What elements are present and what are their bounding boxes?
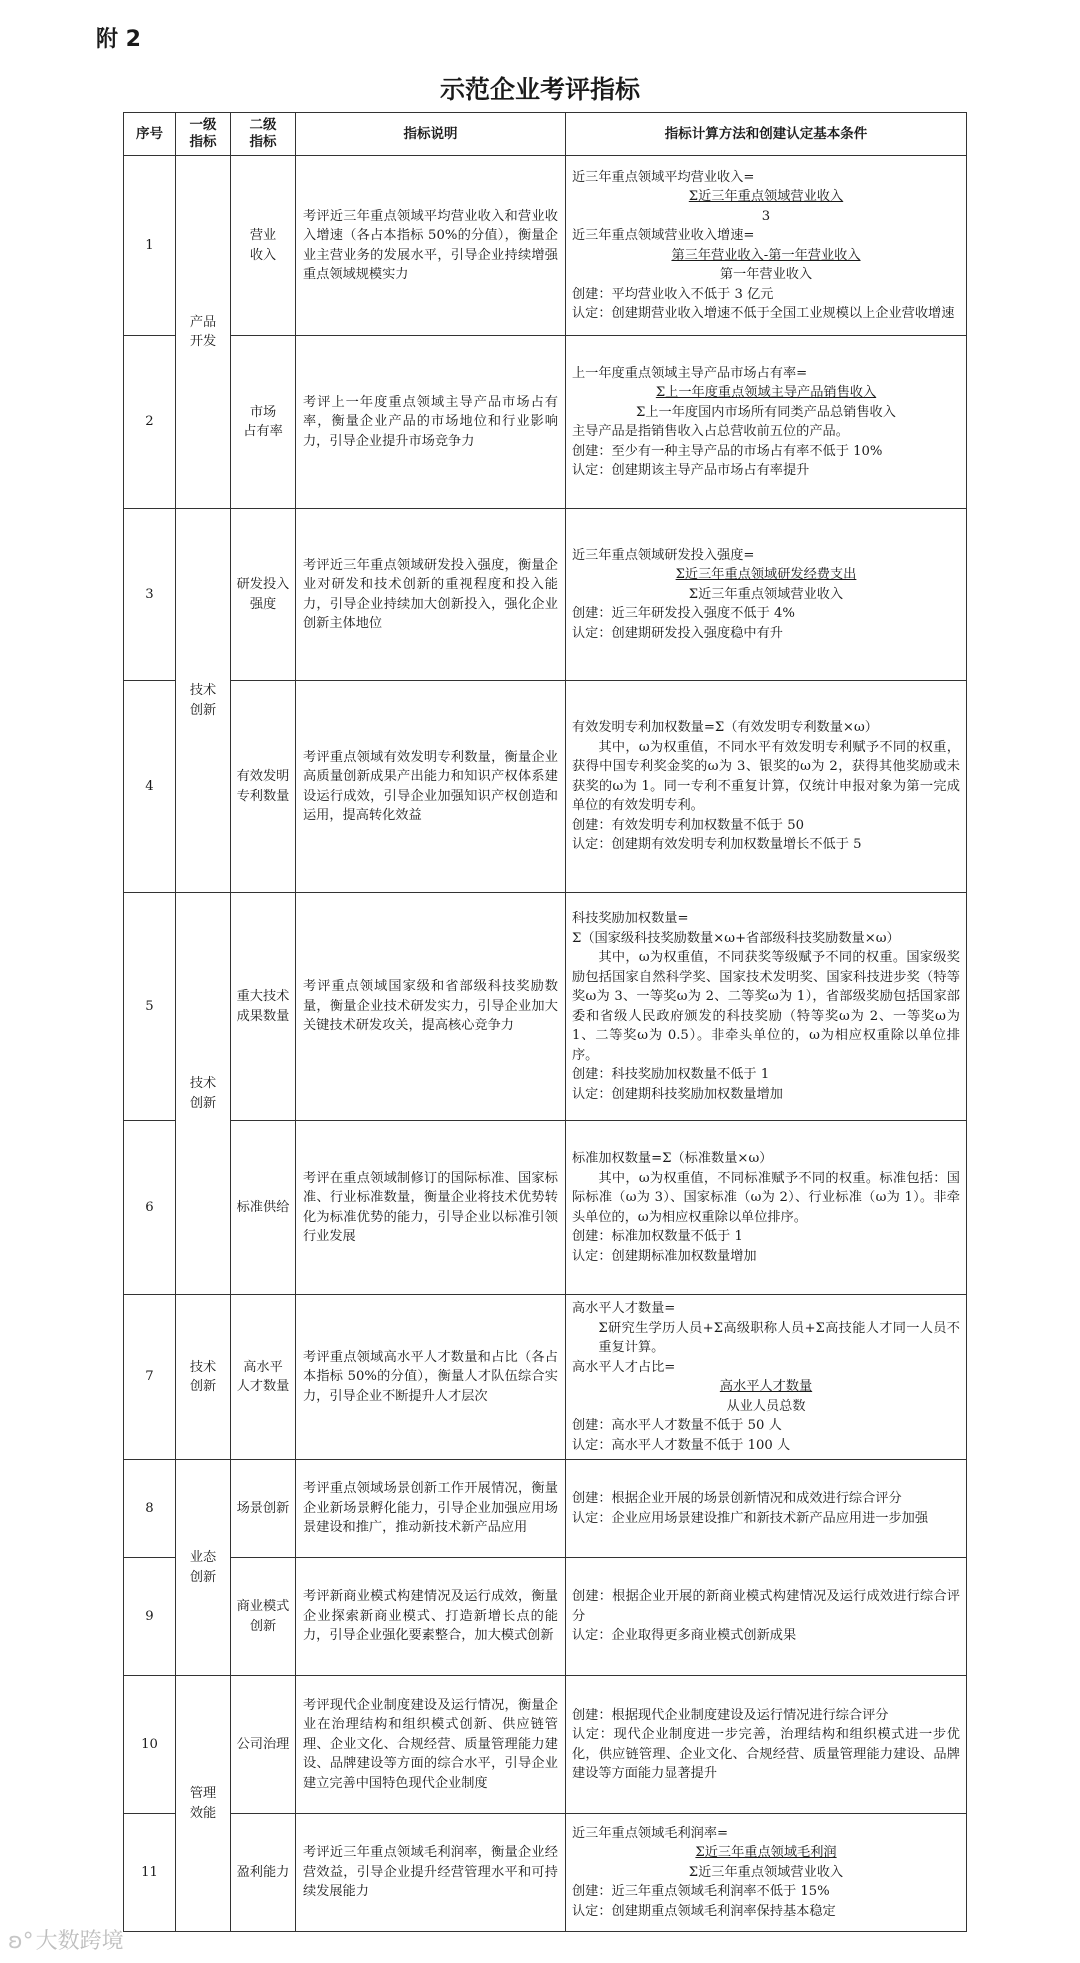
level2-cell: 盈利能力 bbox=[231, 1814, 296, 1932]
formula-numerator: 高水平人才数量 bbox=[719, 1379, 813, 1394]
calc-cell bbox=[566, 336, 967, 509]
level1-cell: 技术 创新 bbox=[176, 893, 231, 1295]
calc-line: 认定：创建期重点领域毛利润率保持基本稳定 bbox=[572, 1903, 836, 1919]
calc-line: 近三年重点领域研发投入强度= bbox=[572, 547, 755, 563]
row-no: 5 bbox=[124, 893, 176, 1121]
calc-cell bbox=[566, 1814, 967, 1932]
calc-line: 创建：高水平人才数量不低于 50 人 bbox=[572, 1418, 782, 1433]
level1-cell: 业态 创新 bbox=[176, 1460, 231, 1676]
calc-cell bbox=[566, 1676, 967, 1814]
formula-numerator: 第三年营业收入-第一年营业收入 bbox=[671, 247, 861, 263]
calc-line: 认定：创建期营业收入增速不低于全国工业规模以上企业营收增速 bbox=[572, 306, 955, 321]
calc-line: 主导产品是指销售收入占总营收前五位的产品。 bbox=[572, 424, 849, 439]
calc-line: 近三年重点领域营业收入增速= bbox=[572, 228, 755, 243]
formula-numerator: Σ近三年重点领域研发经费支出 bbox=[675, 567, 857, 583]
desc-cell: 考评新商业模式构建情况及运行成效，衡量企业探索新商业模式、打造新增长点的能力，引导企业强化要素整合，加大模式创新 bbox=[296, 1558, 566, 1676]
level1-cell: 技术 创新 bbox=[176, 1295, 231, 1460]
calc-line: 认定：高水平人才数量不低于 100 人 bbox=[572, 1437, 791, 1453]
row-no: 11 bbox=[124, 1814, 176, 1932]
calc-line: 创建：根据企业开展的场景创新情况和成效进行综合评分 bbox=[572, 1491, 902, 1506]
calc-line: 创建：有效发明专利加权数量不低于 50 bbox=[572, 817, 804, 833]
calc-line: 创建：近三年研发投入强度不低于 4% bbox=[572, 606, 795, 622]
table-row bbox=[124, 1676, 967, 1814]
table-row bbox=[124, 681, 967, 893]
calc-line: 认定：企业取得更多商业模式创新成果 bbox=[572, 1628, 797, 1644]
calc-line: 认定：创建期研发投入强度稳中有升 bbox=[572, 625, 783, 641]
calc-cell bbox=[566, 1121, 967, 1295]
desc-cell: 考评上一年度重点领域主导产品市场占有率，衡量企业产品的市场地位和行业影响力，引导企业提升市场竞争力 bbox=[296, 336, 566, 509]
calc-line: 认定：创建期该主导产品市场占有率提升 bbox=[572, 463, 810, 478]
calc-cell bbox=[566, 893, 967, 1121]
calc-line: 有效发明专利加权数量=Σ（有效发明专利数量×ω） bbox=[572, 720, 878, 736]
table-row bbox=[124, 336, 967, 509]
row-no: 10 bbox=[124, 1676, 176, 1814]
formula-denominator: Σ近三年重点领域营业收入 bbox=[688, 1864, 844, 1880]
calc-line: 近三年重点领域毛利润率= bbox=[572, 1825, 729, 1841]
calc-cell bbox=[566, 1295, 967, 1460]
metrics-table bbox=[123, 112, 967, 1932]
row-no: 6 bbox=[124, 1121, 176, 1295]
desc-cell: 考评在重点领域制修订的国际标准、国家标准、行业标准数量，衡量企业将技术优势转化为标准优势的能力，引导企业以标准引领行业发展 bbox=[296, 1121, 566, 1295]
row-no: 1 bbox=[124, 156, 176, 336]
calc-cell bbox=[566, 1460, 967, 1558]
level2-cell: 营业 收入 bbox=[231, 156, 296, 336]
desc-cell: 考评近三年重点领域毛利润率，衡量企业经营效益，引导企业提升经营管理水平和可持续发展能力 bbox=[296, 1814, 566, 1932]
row-no: 8 bbox=[124, 1460, 176, 1558]
calc-line: 标准加权数量=Σ（标准数量×ω） bbox=[572, 1151, 773, 1166]
level2-cell: 研发投入 强度 bbox=[231, 509, 296, 681]
table-row bbox=[124, 509, 967, 681]
row-no: 7 bbox=[124, 1295, 176, 1460]
table-row bbox=[124, 1814, 967, 1932]
table-row bbox=[124, 1295, 967, 1460]
formula-numerator: Σ近三年重点领域毛利润 bbox=[695, 1845, 837, 1861]
calc-line: 高水平人才占比= bbox=[572, 1359, 676, 1375]
calc-cell bbox=[566, 681, 967, 893]
calc-cell bbox=[566, 1558, 967, 1676]
desc-cell: 考评重点领域有效发明专利数量，衡量企业高质量创新成果产出能力和知识产权体系建设运行成效，引导企业加强知识产权创造和运用，提高转化效益 bbox=[296, 681, 566, 893]
table-row bbox=[124, 1558, 967, 1676]
calc-line: 认定：企业应用场景建设推广和新技术新产品应用进一步加强 bbox=[572, 1510, 929, 1526]
calc-line: 其中，ω为权重值，不同水平有效发明专利赋予不同的权重，获得中国专利奖金奖的ω为 3、银奖的ω为 2，获得其他奖励或未获奖的ω为 1。同一专利不重复计算，仅统计申报对象为第一完成单位的有效发明专利。 bbox=[572, 739, 960, 814]
row-no: 3 bbox=[124, 509, 176, 681]
table-row bbox=[124, 893, 967, 1121]
calc-cell bbox=[566, 509, 967, 681]
desc-cell: 考评重点领域场景创新工作开展情况，衡量企业新场景孵化能力，引导企业加强应用场景建设和推广，推动新技术新产品应用 bbox=[296, 1460, 566, 1558]
level1-cell: 技术 创新 bbox=[176, 509, 231, 893]
calc-line: 认定：创建期有效发明专利加权数量增长不低于 5 bbox=[572, 837, 862, 853]
level2-cell: 商业模式 创新 bbox=[231, 1558, 296, 1676]
formula-denominator: 第一年营业收入 bbox=[719, 267, 813, 282]
calc-line: 创建：根据现代企业制度建设及运行情况进行综合评分 bbox=[572, 1707, 889, 1723]
calc-line: 认定：创建期科技奖励加权数量增加 bbox=[572, 1086, 783, 1102]
calc-line: 创建：近三年重点领域毛利润率不低于 15% bbox=[572, 1884, 830, 1900]
calc-line: 创建：至少有一种主导产品的市场占有率不低于 10% bbox=[572, 443, 883, 459]
calc-line: 认定：现代企业制度进一步完善，治理结构和组织模式进一步优化，供应链管理、企业文化、合规经营、质量管理能力建设、品牌建设等方面能力显著提升 bbox=[572, 1727, 960, 1781]
watermark-text: 大数跨境 bbox=[35, 1929, 124, 1954]
document-title: 示范企业考评指标 bbox=[439, 75, 640, 104]
watermark bbox=[8, 1924, 124, 1955]
desc-cell: 考评现代企业制度建设及运行情况，衡量企业在治理结构和组织模式创新、供应链管理、企业文化、合规经营、质量管理能力建设、品牌建设等方面的综合水平，引导企业建立完善中国特色现代企业制度 bbox=[296, 1676, 566, 1814]
calc-line: 创建：平均营业收入不低于 3 亿元 bbox=[572, 286, 774, 302]
table-header-row bbox=[124, 113, 967, 156]
annex-label: 附 2 bbox=[96, 27, 141, 52]
level1-cell: 管理 效能 bbox=[176, 1676, 231, 1932]
calc-line: 认定：创建期标准加权数量增加 bbox=[572, 1248, 757, 1264]
header-level2: 二级 指标 bbox=[231, 113, 296, 156]
desc-cell: 考评重点领域高水平人才数量和占比（各占本指标 50%的分值），衡量人才队伍综合实力，引导企业不断提升人才层次 bbox=[296, 1295, 566, 1460]
calc-line: 高水平人才数量= bbox=[572, 1301, 676, 1316]
calc-cell bbox=[566, 156, 967, 336]
calc-line: 近三年重点领域平均营业收入= bbox=[572, 169, 755, 185]
header-level1: 一级 指标 bbox=[176, 113, 231, 156]
header-calc: 指标计算方法和创建认定基本条件 bbox=[566, 113, 967, 156]
level2-cell: 场景创新 bbox=[231, 1460, 296, 1558]
row-no: 4 bbox=[124, 681, 176, 893]
formula-numerator: Σ上一年度重点领域主导产品销售收入 bbox=[655, 385, 877, 400]
table-row bbox=[124, 1460, 967, 1558]
level2-cell: 标准供给 bbox=[231, 1121, 296, 1295]
calc-line: 科技奖励加权数量= bbox=[572, 911, 689, 926]
calc-line: 其中，ω为权重值，不同标准赋予不同的权重。标准包括：国际标准（ω为 3）、国家标准（ω为 2）、行业标准（ω为 1）。非牵头单位的，ω为相应权重除以单位排序。 bbox=[572, 1170, 960, 1225]
level1-cell: 产品 开发 bbox=[176, 156, 231, 509]
calc-line: 创建：科技奖励加权数量不低于 1 bbox=[572, 1067, 770, 1082]
level2-cell: 有效发明 专利数量 bbox=[231, 681, 296, 893]
row-no: 2 bbox=[124, 336, 176, 509]
watermark-logo-icon: ʚ° bbox=[8, 1929, 34, 1954]
calc-line: 其中，ω为权重值，不同获奖等级赋予不同的权重。国家级奖励包括国家自然科学奖、国家技术发明奖、国家科技进步奖（特等奖ω为 3、一等奖ω为 2、二等奖ω为 1），省部级奖励包括国家部委和省级人民政府颁发的科技奖励（特等奖ω为 2、一等奖ω为 1、二等奖ω为 0.5）。非牵头单位的，ω为相应权重除以单位排序。 bbox=[572, 950, 960, 1063]
level2-cell: 市场 占有率 bbox=[231, 336, 296, 509]
level2-cell: 重大技术 成果数量 bbox=[231, 893, 296, 1121]
formula-numerator: Σ近三年重点领域营业收入 bbox=[688, 189, 844, 204]
calc-line: Σ研究生学历人员+Σ高级职称人员+Σ高技能人才同一人员不重复计算。 bbox=[598, 1320, 960, 1355]
header-desc: 指标说明 bbox=[296, 113, 566, 156]
formula-denominator: 3 bbox=[761, 208, 771, 224]
table-row bbox=[124, 156, 967, 336]
formula-denominator: Σ近三年重点领域营业收入 bbox=[688, 586, 844, 602]
desc-cell: 考评重点领域国家级和省部级科技奖励数量，衡量企业技术研发实力，引导企业加大关键技术研发攻关，提高核心竞争力 bbox=[296, 893, 566, 1121]
calc-line: 上一年度重点领域主导产品市场占有率= bbox=[572, 365, 808, 381]
desc-cell: 考评近三年重点领域研发投入强度，衡量企业对研发和技术创新的重视程度和投入能力，引导企业持续加大创新投入，强化企业创新主体地位 bbox=[296, 509, 566, 681]
formula-denominator: Σ上一年度国内市场所有同类产品总销售收入 bbox=[636, 404, 896, 420]
calc-line: 创建：标准加权数量不低于 1 bbox=[572, 1229, 743, 1244]
table-row bbox=[124, 1121, 967, 1295]
header-no: 序号 bbox=[124, 113, 176, 156]
row-no: 9 bbox=[124, 1558, 176, 1676]
calc-line: 创建：根据企业开展的新商业模式构建情况及运行成效进行综合评分 bbox=[572, 1589, 960, 1624]
formula-denominator: 从业人员总数 bbox=[726, 1398, 806, 1414]
calc-line: Σ（国家级科技奖励数量×ω+省部级科技奖励数量×ω） bbox=[572, 930, 900, 946]
level2-cell: 公司治理 bbox=[231, 1676, 296, 1814]
level2-cell: 高水平 人才数量 bbox=[231, 1295, 296, 1460]
desc-cell: 考评近三年重点领域平均营业收入和营业收入增速（各占本指标 50%的分值），衡量企业主营业务的发展水平，引导企业持续增强重点领域规模实力 bbox=[296, 156, 566, 336]
